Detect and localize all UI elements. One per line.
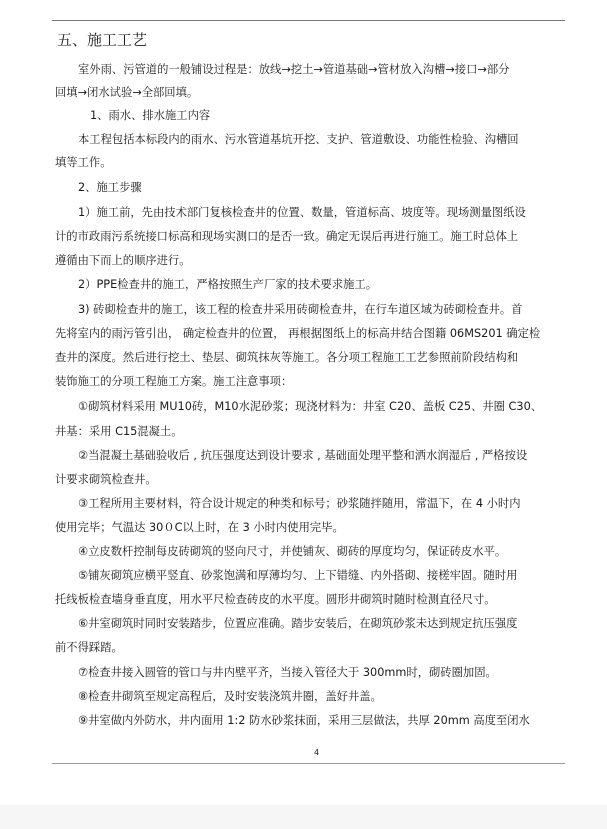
body-line: 使用完毕；气温达 30０C以上时，在 3 小时内使用完毕。 [55, 521, 344, 534]
page-number: 4 [314, 748, 320, 757]
body-line: 遵循由下而上的顺序进行。 [55, 254, 191, 267]
body-line: 井基：采用 C15混凝土。 [55, 425, 183, 438]
body-line: ⑥井室砌筑时同时安装踏步，位置应准确。踏步安装后，在砌筑砂浆未达到规定抗压强度 [78, 617, 518, 630]
body-line: 装饰施工的分项工程施工方案。施工注意事项： [55, 375, 293, 388]
body-line: 先将室内的雨污管引出， 确定检查井的位置， 再根据图纸上的标高井结合图籍 06MS201 确定检 [55, 327, 541, 340]
body-line: 计的市政雨污系统接口标高和现场实测口的是否一致。确定无误后再进行施工。施工时总体上 [55, 230, 519, 243]
body-line: ④立皮数杆控制每皮砖砌筑的竖向尺寸，并使铺灰、砌砖的厚度均匀，保证砖皮水平。 [78, 545, 507, 558]
body-line: ⑤铺灰砌筑应横平竖直、砂浆饱满和厚薄均匀、上下错缝、内外搭砌、接槎牢固。随时用 [78, 569, 518, 582]
body-line: 托线板检查墙身垂直度，用水平尺检查砖皮的水平度。圆形井砌筑时随时检测直径尺寸。 [55, 593, 496, 606]
body-line: 前不得踩踏。 [55, 641, 123, 654]
body-line: 查井的深度。然后进行挖土、垫层、砌筑抹灰等施工。各分项工程施工工艺参照前阶段结构和 [55, 351, 519, 364]
subheading: 1、雨水、排水施工内容 [90, 109, 211, 122]
body-line: ⑨井室做内外防水，井内面用 1:2 防水砂浆抹面，采用三层做法，共厚 20mm 高度至闭水 [78, 714, 530, 727]
body-line: ⑦检查井接入圆管的管口与井内壁平齐，当接入管径大于 300mm时，砌砖圈加固。 [78, 666, 497, 679]
footer-rule [52, 763, 565, 764]
body-line: 回填→闭水试验→全部回填。 [55, 86, 199, 99]
body-line: 计要求砌筑检查井。 [55, 473, 157, 486]
subheading: 2、施工步骤 [78, 181, 142, 194]
body-line: 2）PPE检查井的施工，严格按照生产厂家的技术要求施工。 [78, 278, 378, 291]
section-heading: 五、施工工艺 [57, 31, 148, 49]
body-line: 填等工作。 [55, 156, 112, 169]
body-line: 1）施工前，先由技术部门复核检查井的位置、数量，管道标高、坡度等。现场测量图纸设 [78, 206, 526, 219]
body-line: 本工程包括本标段内的雨水、污水管道基坑开挖、支护、管道敷设、功能性检验、沟槽回 [78, 133, 519, 146]
body-line: ⑧检查井砌筑至规定高程后，及时安装浇筑井圈，盖好井盖。 [78, 690, 382, 703]
body-line: ②当混凝土基础验收后 , 抗压强度达到设计要求 , 基础面处理平整和洒水润湿后 , 严格按设 [78, 449, 528, 462]
body-line: 室外雨、污管道的一般铺设过程是：放线→挖土→管道基础→管材放入沟槽→接口→部分 [78, 63, 510, 76]
body-line: ③工程所用主要材料，符合设计规定的种类和标号；砂浆随拌随用，常温下，在 4 小时内 [78, 497, 521, 510]
body-line: 3) 砖砌检查井的施工，该工程的检查井采用砖砌检查井，在行车道区域为砖砌检查井。首 [78, 303, 523, 316]
page-bottom-margin [0, 805, 607, 829]
header-rule [52, 20, 565, 21]
body-line: ①砌筑材料采用 MU10砖，M10水泥砂浆；现浇材料为：井室 C20、盖板 C25、井圈 C30、 [78, 400, 543, 413]
